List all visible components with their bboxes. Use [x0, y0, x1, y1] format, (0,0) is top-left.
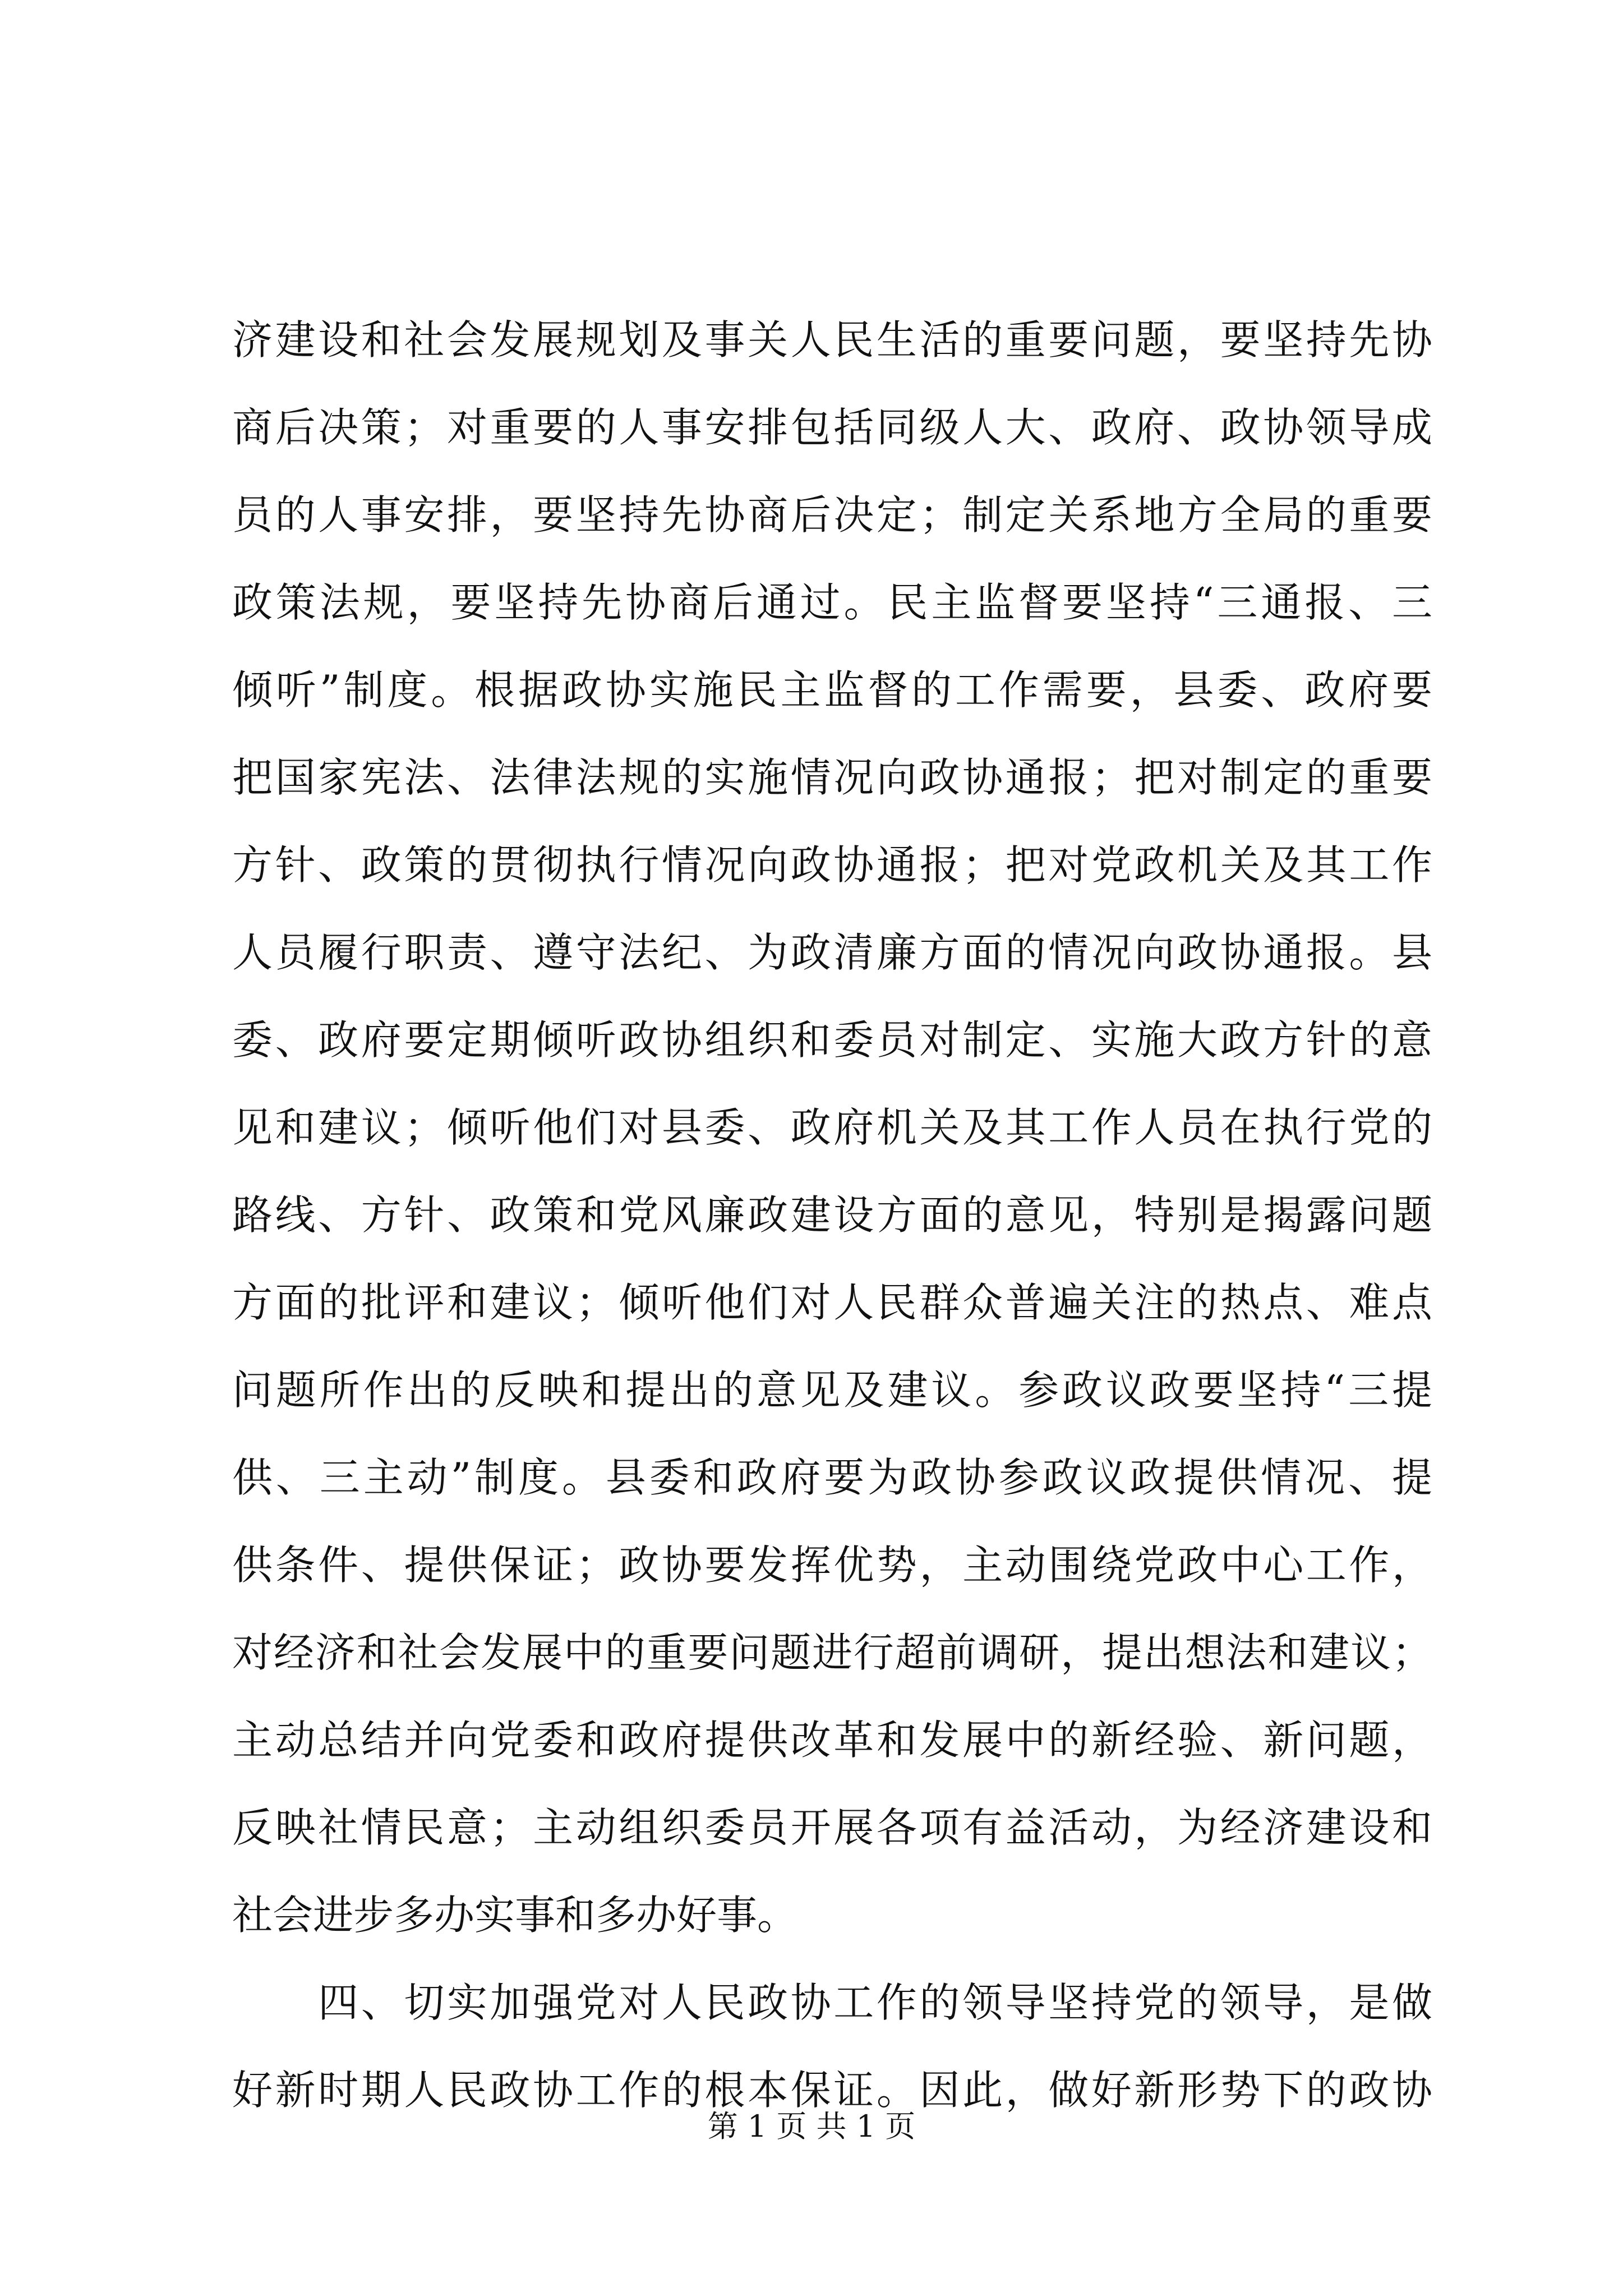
text-line: 供条件、提供保证；政协要发挥优势，主动围绕党政中心工作，	[232, 1542, 1432, 1589]
text-line: 路线、方针、政策和党风廉政建设方面的意见，特别是揭露问题	[232, 1191, 1432, 1239]
text-line: 济建设和社会发展规划及事关人民生活的重要问题，要坚持先协	[232, 316, 1432, 364]
text-line: 主动总结并向党委和政府提供改革和发展中的新经验、新问题，	[232, 1717, 1432, 1764]
text-line: 反映社情民意；主动组织委员开展各项有益活动，为经济建设和	[232, 1804, 1432, 1851]
text-line: 人员履行职责、遵守法纪、为政清廉方面的情况向政协通报。县	[232, 929, 1432, 976]
text-line: 倾听”制度。根据政协实施民主监督的工作需要，县委、政府要	[232, 666, 1432, 714]
text-line: 员的人事安排，要坚持先协商后决定；制定关系地方全局的重要	[232, 491, 1432, 539]
text-line: 问题所作出的反映和提出的意见及建议。参政议政要坚持“三提	[232, 1366, 1432, 1414]
text-line: 方针、政策的贯彻执行情况向政协通报；把对党政机关及其工作	[232, 841, 1432, 889]
text-line: 委、政府要定期倾听政协组织和委员对制定、实施大政方针的意	[232, 1016, 1432, 1064]
text-line: 对经济和社会发展中的重要问题进行超前调研，提出想法和建议；	[232, 1629, 1432, 1676]
document-body	[232, 296, 1432, 2134]
text-line: 供、三主动”制度。县委和政府要为政协参政议政提供情况、提	[232, 1454, 1432, 1501]
text-line: 政策法规，要坚持先协商后通过。民主监督要坚持“三通报、三	[232, 579, 1432, 626]
text-line: 社会进步多办实事和多办好事。	[232, 1892, 798, 1939]
text-line: 四、切实加强党对人民政协工作的领导坚持党的领导，是做	[232, 1979, 1432, 2026]
text-line: 方面的批评和建议；倾听他们对人民群众普遍关注的热点、难点	[232, 1279, 1432, 1326]
page-footer: 第 1 页 共 1 页	[707, 2109, 916, 2144]
text-line: 见和建议；倾听他们对县委、政府机关及其工作人员在执行党的	[232, 1104, 1432, 1151]
text-line: 好新时期人民政协工作的根本保证。因此，做好新形势下的政协	[232, 2067, 1432, 2114]
text-line: 商后决策；对重要的人事安排包括同级人大、政府、政协领导成	[232, 404, 1432, 451]
text-line: 把国家宪法、法律法规的实施情况向政协通报；把对制定的重要	[232, 754, 1432, 801]
